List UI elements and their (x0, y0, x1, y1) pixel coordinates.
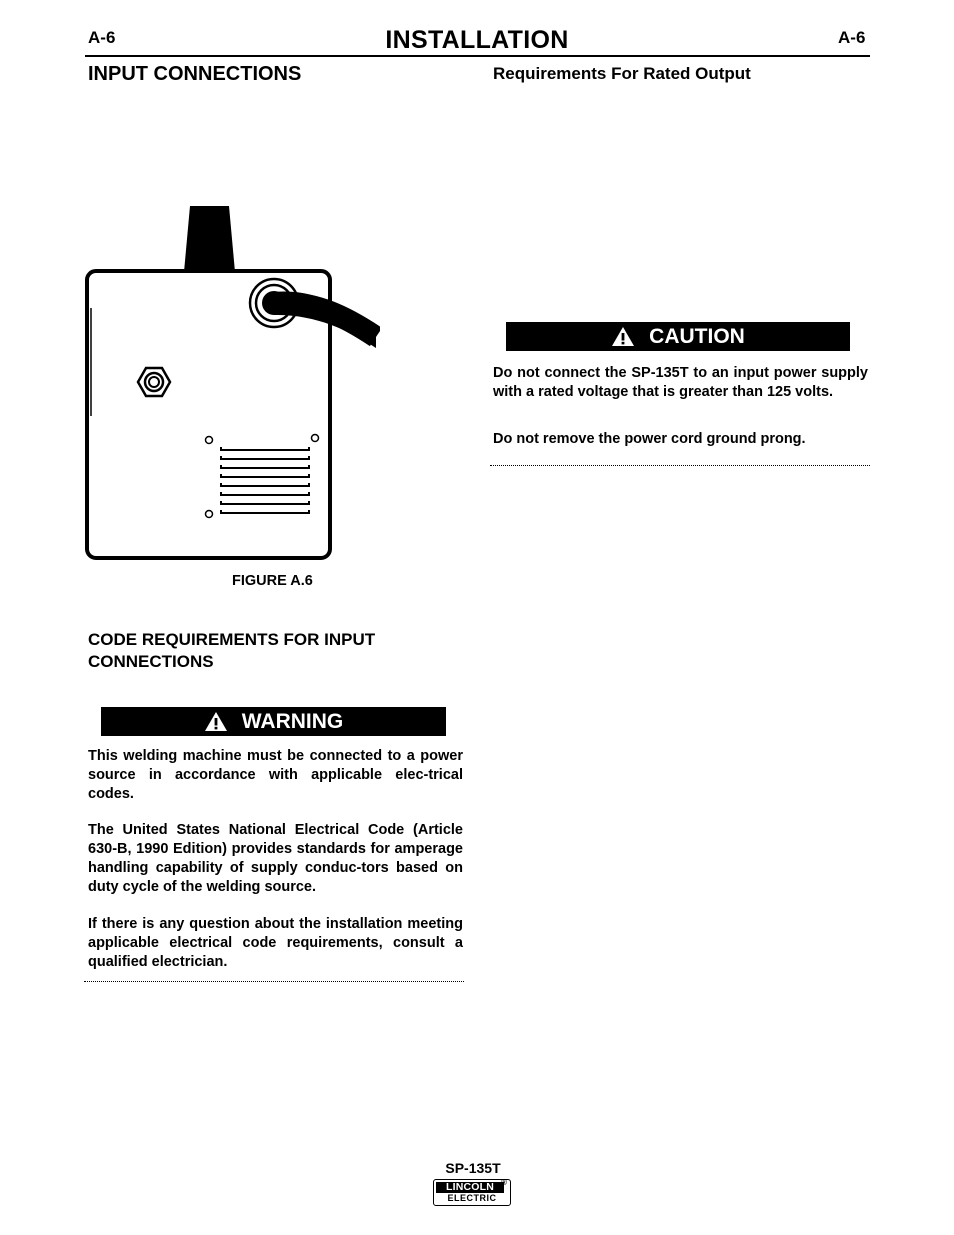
warning-paragraph-1: This welding machine must be connected to a power source in accordance with applicable elec-trical codes. (88, 748, 463, 802)
section-title-input-connections: INPUT CONNECTIONS (88, 63, 302, 85)
warning-dotted-rule (84, 981, 464, 982)
caution-paragraph-2: Do not remove the power cord ground prong. (493, 431, 806, 447)
warning-paragraph-3: If there is any question about the installation meeting applicable electrical code requirements, consult a qualified electrician. (88, 916, 463, 970)
caution-banner (506, 322, 850, 351)
logo-lincoln-text: LINCOLN (436, 1182, 504, 1193)
warning-paragraph-2: The United States National Electrical Code (Article 630-B, 1990 Edition) provides standards for amperage handling capability of supply conduc-tors based on duty cycle of the welding source. (88, 822, 463, 895)
footer-model: SP-135T (445, 1160, 501, 1176)
logo-electric-text: ELECTRIC (447, 1193, 497, 1203)
figure-caption: FIGURE A.6 (232, 573, 313, 589)
warning-label: WARNING (241, 709, 344, 733)
section-title-code-requirements: CODE REQUIREMENTS FOR INPUT CONNECTIONS (88, 630, 376, 671)
page-title: INSTALLATION (385, 26, 569, 54)
registered-mark: ® (501, 1178, 507, 1187)
warning-triangle-icon (611, 326, 635, 347)
section-title-requirements-rated-output: Requirements For Rated Output (493, 64, 751, 83)
caution-paragraph-1: Do not connect the SP-135T to an input power supply with a rated voltage that is greater than 125 volts. (493, 365, 868, 400)
lincoln-electric-logo (433, 1179, 511, 1206)
page-number-left: A-6 (88, 28, 116, 47)
warning-triangle-icon (204, 711, 228, 732)
figure-a6-machine-illustration (84, 204, 380, 564)
page-number-right: A-6 (838, 28, 866, 47)
caution-dotted-rule (490, 465, 870, 466)
header-rule (85, 55, 870, 57)
warning-banner (101, 707, 446, 736)
caution-label: CAUTION (649, 324, 745, 348)
